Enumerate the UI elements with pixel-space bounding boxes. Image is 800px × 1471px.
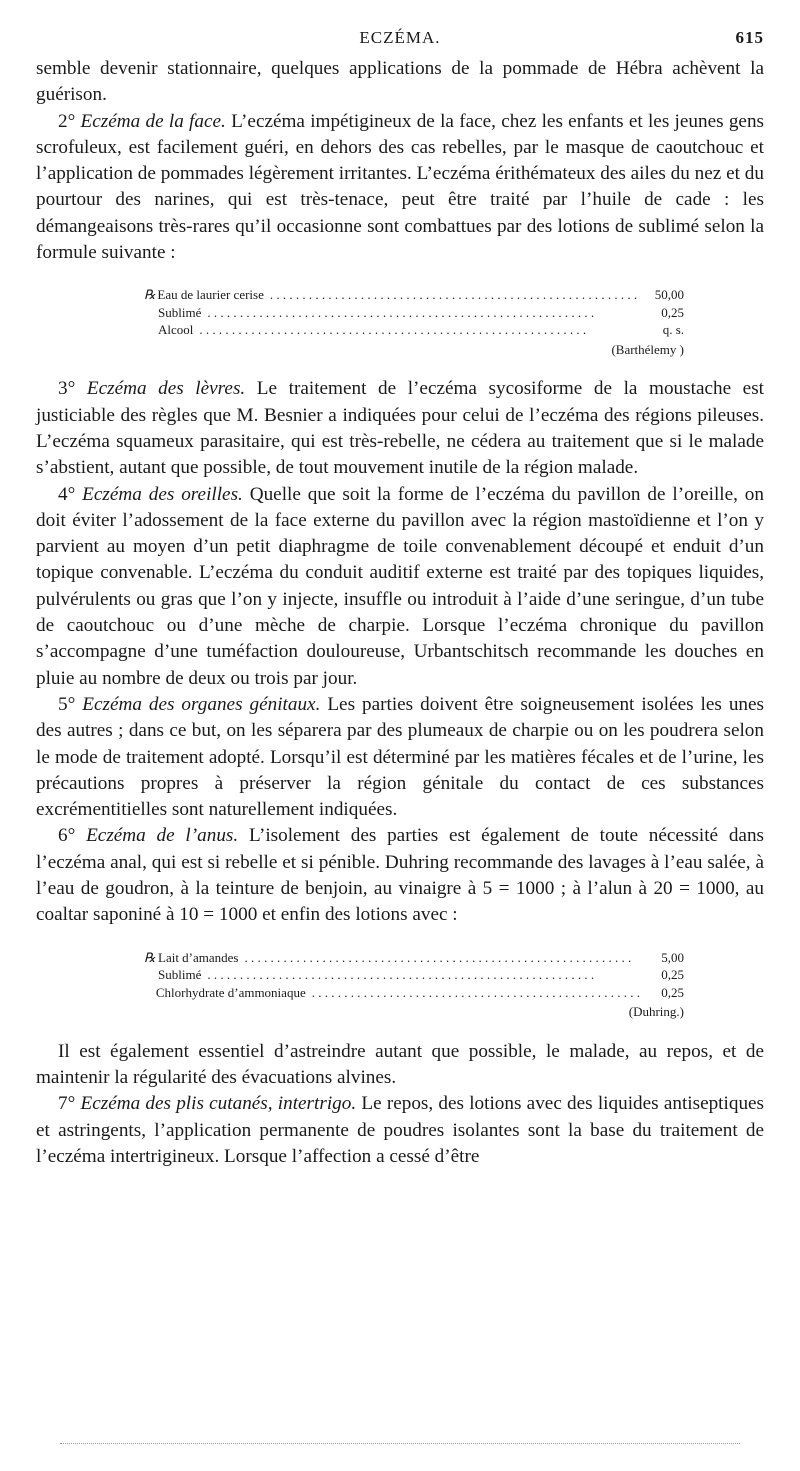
section-7-paragraph xyxy=(36,1091,764,1170)
section-2-title: Eczéma de la face. xyxy=(80,110,226,132)
section-5-number: 5° xyxy=(58,693,76,715)
formula-row xyxy=(144,304,684,322)
ingredient-name: Alcool xyxy=(158,322,194,338)
leader-dots xyxy=(245,949,641,967)
section-3-paragraph xyxy=(36,376,764,481)
formula-duhring xyxy=(36,949,684,1021)
recipe-symbol: ℞ xyxy=(144,287,156,303)
ingredient-quantity: 0,25 xyxy=(661,967,684,983)
section-6-paragraph xyxy=(36,823,764,928)
section-2-paragraph xyxy=(36,109,764,267)
paragraph-after-formula: Il est également essentiel d’astreindre autant que possible, le malade, au repos, et de maintenir la régularité des évacuations alvines. xyxy=(36,1040,764,1088)
section-4-text: Quelle que soit la forme de l’eczéma du pavillon de l’oreille, on doit éviter l’adossement de la face externe du pavillon avec la région mastoïdienne et l’on y parvient au moyen d’un petit diaphragme de toile convenablement découpé et enduit d’un topique convenable. L’eczéma du conduit auditif externe est traité par des topiques liquides, pulvérulents ou gras que l’on y injecte, insuffle ou introduit à l’aide d’une seringue, d’un tube de caoutchouc ou d’une mèche de charpie. Lorsque l’eczéma chronique du pavillon s’accompagne d’une tuméfaction douloureuse, Urbantschitsch recommande les douches en pluie au nombre de deux ou trois par jour. xyxy=(36,483,764,689)
ingredient-quantity: 50,00 xyxy=(654,287,684,303)
formula-row xyxy=(144,984,684,1002)
section-3-text: Le traitement de l’eczéma sycosiforme de la moustache est justiciable des règles que M. Besnier a indiquées pour celui de l’eczéma des régions pileuses. L’eczéma squameux parasitaire, qui est très-rebelle, ne cédera au traitement que si le malade s’abstient, autant que possible, de tout mouvement inutile de la région malade. xyxy=(36,378,765,479)
section-7-number: 7° xyxy=(58,1093,76,1115)
ingredient-quantity: 0,25 xyxy=(661,984,684,1000)
section-5-title: Eczéma des organes génitaux. xyxy=(82,693,321,715)
section-2-number: 2° xyxy=(58,110,76,132)
leader-dots xyxy=(199,321,640,339)
formula-author: (Duhring.) xyxy=(628,1004,684,1020)
ingredient-name: Sublimé xyxy=(158,304,202,320)
formula-row xyxy=(144,286,684,304)
section-3-number: 3° xyxy=(58,378,76,400)
leader-dots xyxy=(270,286,640,304)
section-4-number: 4° xyxy=(58,483,76,505)
ingredient-quantity: q. s. xyxy=(662,322,684,338)
running-head xyxy=(36,28,764,56)
formula-barthelemy xyxy=(36,286,684,358)
section-4-title: Eczéma des oreilles. xyxy=(82,483,243,505)
formula-author: (Barthélemy ) xyxy=(611,341,684,357)
ingredient-name: Eau de laurier cerise xyxy=(157,287,264,303)
leader-dots xyxy=(207,966,640,984)
ingredient-name: Chlorhydrate d’ammoniaque xyxy=(155,984,306,1000)
formula-row xyxy=(144,949,684,967)
book-page xyxy=(36,28,764,1170)
ingredient-name: Lait d’amandes xyxy=(158,949,239,965)
footer-rule xyxy=(60,1443,740,1444)
page-number: 615 xyxy=(735,28,764,47)
section-2-text: L’eczéma impétigineux de la face, chez les enfants et les jeunes gens scrofuleux, est facilement guéri, en dehors des cas rebelles, par le masque de caoutchouc et l’application de pommades légèrement irritantes. L’eczéma érithémateux des ailes du nez et du pourtour des narines, qui est très-tenace, peut être traité par l’huile de cade : les démangeaisons très-rares qu’il occasionne sont combattues par des lotions de sublimé selon la formule suivante : xyxy=(36,110,764,264)
formula-row xyxy=(144,966,684,984)
ingredient-quantity: 5,00 xyxy=(661,949,684,965)
running-title: ECZÉMA. xyxy=(359,28,441,47)
section-7-title: Eczéma des plis cutanés, intertrigo. xyxy=(80,1093,357,1115)
leader-dots xyxy=(207,304,640,322)
ingredient-quantity: 0,25 xyxy=(661,304,684,320)
section-7-text: Le repos, des lotions avec des liquides antiseptiques et astringents, l’application permanente de poudres isolantes sont la base du traitement de l’eczéma intertrigineux. Lorsque l’affection a cessé d’être xyxy=(36,1093,765,1167)
ingredient-name: Sublimé xyxy=(158,967,202,983)
paragraph-continuation: semble devenir stationnaire, quelques applications de la pommade de Hébra achèvent la guérison. xyxy=(36,58,764,106)
section-6-title: Eczéma de l’anus. xyxy=(86,825,239,847)
section-3-title: Eczéma des lèvres. xyxy=(86,378,246,400)
formula-row xyxy=(144,321,684,339)
section-5-text: Les parties doivent être soigneusement isolées les unes des autres ; dans ce but, on les séparera par des plumeaux de charpie ou on les poudrera selon le mode de traitement adopté. Lorsqu’il est déterminé par les matières fécales et de l’urine, les précautions propres à préserver la région génitale du contact de ces substances excrémentitielles sont naturellement indiquées. xyxy=(36,693,764,821)
section-6-text: L’isolement des parties est également de toute nécessité dans l’eczéma anal, qui est si rebelle et si pénible. Duhring recommande des lavages à l’eau salée, à l’eau de goudron, à la teinture de benjoin, au vinaigre à 5 = 1000 ; à l’alun à 20 = 1000, au coaltar saponiné à 10 = 1000 et enfin des lotions avec : xyxy=(36,825,765,926)
leader-dots xyxy=(312,984,640,1002)
section-5-paragraph xyxy=(36,692,764,823)
section-4-paragraph xyxy=(36,482,764,692)
section-6-number: 6° xyxy=(58,825,76,847)
recipe-symbol: ℞ xyxy=(144,949,156,965)
